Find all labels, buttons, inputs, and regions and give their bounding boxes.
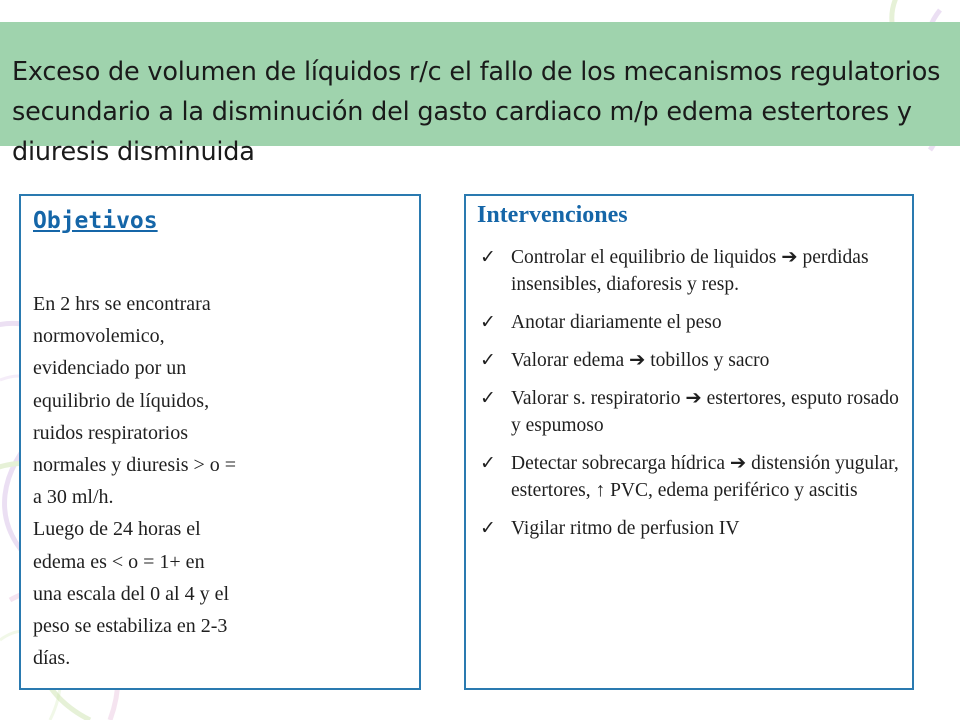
intervenciones-panel — [464, 194, 914, 690]
list-item — [480, 385, 906, 439]
objetivos-panel — [19, 194, 421, 690]
arrow-right-icon: ➔ — [781, 247, 798, 268]
list-item — [480, 347, 906, 374]
check-icon: ✓ — [480, 349, 496, 371]
item-text-after: estertores, esputo rosado y espumoso — [511, 388, 899, 436]
item-text-before: Valorar edema — [511, 350, 630, 371]
check-icon: ✓ — [480, 246, 496, 268]
list-item — [480, 244, 906, 298]
arrow-right-icon: ➔ — [685, 388, 702, 409]
item-text-before: Anotar diariamente el peso — [511, 312, 722, 333]
list-item — [480, 450, 906, 504]
item-text-before: Vigilar ritmo de perfusion IV — [511, 518, 740, 539]
arrow-right-icon: ➔ — [629, 350, 646, 371]
item-text-after: distensión yugular, estertores, ↑ PVC, edema periférico y ascitis — [511, 453, 899, 501]
item-text-before: Controlar el equilibrio de liquidos — [511, 247, 782, 268]
intervenciones-heading: Intervenciones — [477, 202, 628, 228]
check-icon: ✓ — [480, 452, 496, 474]
check-icon: ✓ — [480, 517, 496, 539]
item-text-before: Detectar sobrecarga hídrica — [511, 453, 730, 474]
intervenciones-list — [480, 244, 906, 553]
title-banner — [0, 22, 960, 167]
objetivos-heading: Objetivos — [33, 208, 158, 234]
item-text-after: perdidas insensibles, diaforesis y resp. — [511, 247, 869, 295]
item-text-before: Valorar s. respiratorio — [511, 388, 686, 409]
arrow-right-icon: ➔ — [729, 453, 747, 474]
list-item — [480, 309, 906, 336]
list-item — [480, 515, 906, 542]
check-icon: ✓ — [480, 311, 496, 333]
slide-title: Exceso de volumen de líquidos r/c el fallo de los mecanismos regulatorios secundario a la disminución del gasto cardiaco m/p edema estertores y diuresis disminuida — [12, 57, 941, 167]
objetivos-text: En 2 hrs se encontrara normovolemico, evidenciado por un equilibrio de líquidos, ruidos respiratorios normales y diuresis > o = a 30 ml/h. Luego de 24 horas el edema es < o = 1+ en una escala del 0 al 4 y el peso se estabiliza en 2-3 días. — [33, 293, 237, 670]
item-text-after: tobillos y sacro — [645, 350, 770, 371]
check-icon: ✓ — [480, 387, 496, 409]
